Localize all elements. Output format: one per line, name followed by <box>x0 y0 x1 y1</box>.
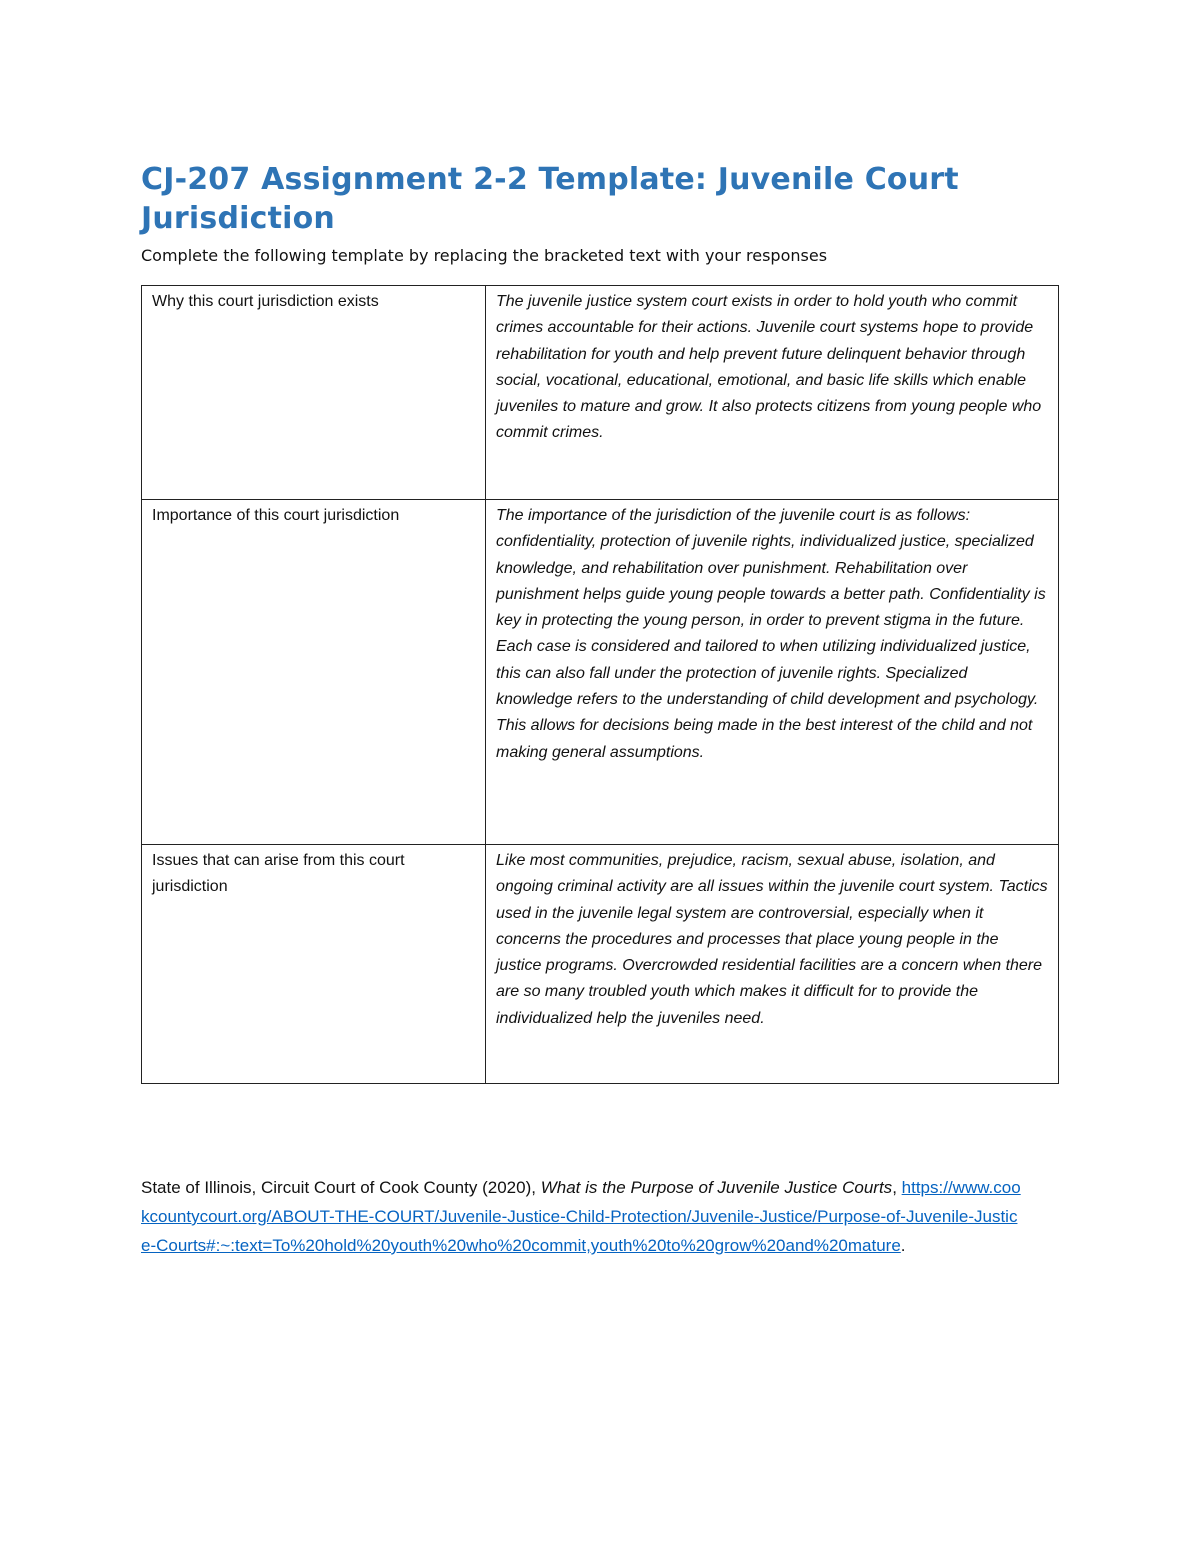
table-row <box>142 845 1059 1084</box>
document-title: CJ-207 Assignment 2-2 Template: Juvenile Court Jurisdiction <box>141 162 959 236</box>
row-answer[interactable]: The importance of the jurisdiction of the juvenile court is as follows: confidentiality, protection of juvenile rights, individualized justice, specialized knowledge, and rehabilitation over punishment. Rehabilitation over punishment helps guide young people towards a better path. Confidentiality is key in protecting the young person, in order to prevent stigma in the future. Each case is considered and tailored to when utilizing individualized justice, this can also fall under the protection of juvenile rights. Specialized knowledge refers to the understanding of child development and psychology. This allows for decisions being made in the best interest of the child and not making general assumptions. <box>486 500 1059 845</box>
instructions-text: Complete the following template by replacing the bracketed text with your responses <box>141 246 828 265</box>
table-row <box>142 286 1059 500</box>
row-label: Importance of this court jurisdiction <box>142 500 486 845</box>
table-row <box>142 500 1059 845</box>
citation-link[interactable]: https://www.cookcountycourt.org/ABOUT-THE-COURT/Juvenile-Justice-Child-Protection/Juvenile-Justice/Purpose-of-Juvenile-Justice-Courts#:~:text=To%20hold%20youth%20who%20commit,youth%20to%20grow%20and%20mature <box>141 1178 1021 1255</box>
citation-separator: , <box>892 1178 902 1197</box>
row-label: Issues that can arise from this court jurisdiction <box>142 845 486 1084</box>
reference-citation <box>141 1173 1021 1260</box>
row-label: Why this court jurisdiction exists <box>142 286 486 500</box>
row-answer[interactable]: Like most communities, prejudice, racism, sexual abuse, isolation, and ongoing criminal activity are all issues within the juvenile court system. Tactics used in the juvenile legal system are controversial, especially when it concerns the procedures and processes that place young people in the justice programs. Overcrowded residential facilities are a concern when there are so many troubled youth which makes it difficult for to provide the individualized help the juveniles need. <box>486 845 1059 1084</box>
citation-end: . <box>900 1236 906 1255</box>
citation-work-title: What is the Purpose of Juvenile Justice Courts <box>540 1178 893 1197</box>
citation-author: State of Illinois, Circuit Court of Cook County (2020), <box>141 1178 541 1197</box>
document-page <box>141 160 1059 1084</box>
row-answer[interactable]: The juvenile justice system court exists in order to hold youth who commit crimes accountable for their actions. Juvenile court systems hope to provide rehabilitation for youth and help prevent future delinquent behavior through social, vocational, educational, emotional, and basic life skills which enable juveniles to mature and grow. It also protects citizens from young people who commit crimes. <box>486 286 1059 500</box>
response-table <box>141 285 1059 1084</box>
